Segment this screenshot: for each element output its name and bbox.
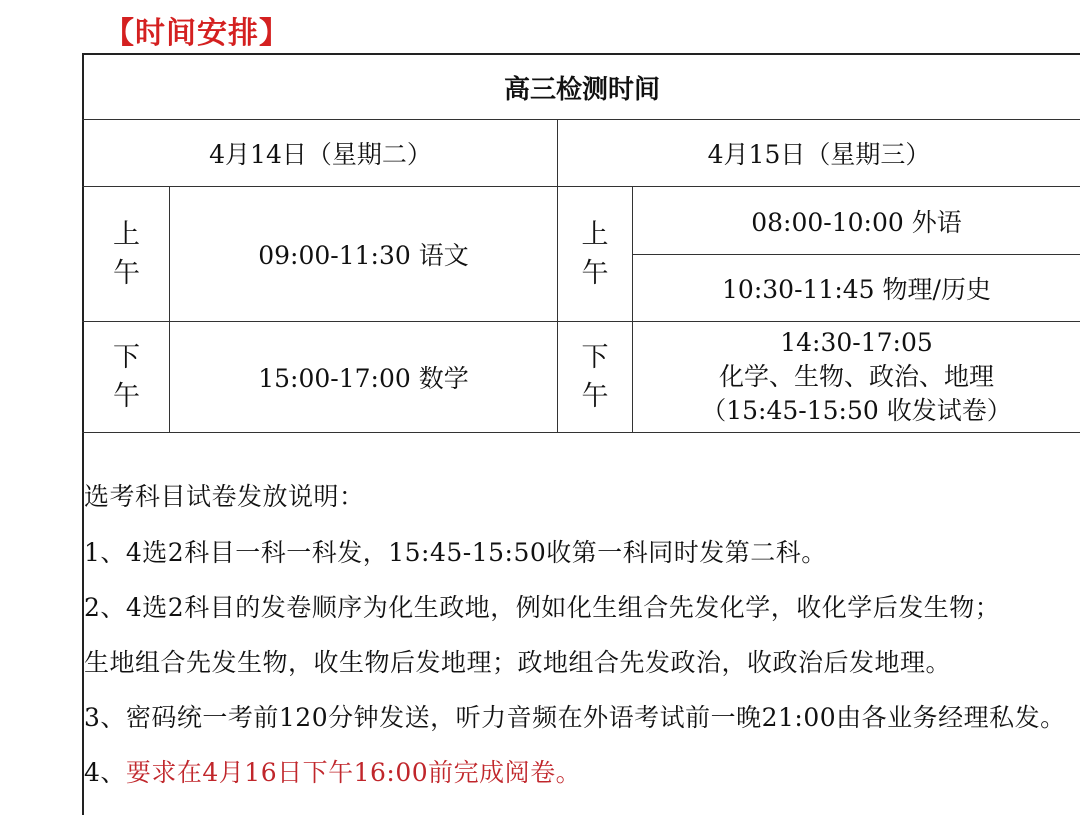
period-label-afternoon: 下 午	[113, 342, 140, 412]
note-item-2-continued: 生地组合先发生物，收生物后发地理；政地组合先发政治，收政治后发地理。	[84, 648, 952, 677]
note-item-3: 3、密码统一考前120分钟发送，听力音频在外语考试前一晚21:00由各业务经理私发。	[84, 703, 1066, 732]
exam-foreign-language: 08:00-10:00 外语	[751, 207, 962, 237]
note-item-2: 2、4选2科目的发卷顺序为化生政地，例如化生组合先发化学，收化学后发生物；	[84, 593, 1001, 622]
date-header-day2: 4月15日（星期三）	[707, 140, 931, 169]
period-label-morning: 上 午	[581, 219, 609, 289]
exam-physics-history: 10:30-11:45 物理/历史	[722, 275, 991, 304]
note-item-1: 1、4选2科目一科一科发，15:45-15:50收第一科同时发第二科。	[84, 538, 827, 567]
note-item-4: 4、要求在4月16日下午16:00前完成阅卷。	[84, 758, 582, 787]
period-label-morning: 上 午	[113, 219, 140, 289]
table-title: 高三检测时间	[503, 74, 660, 105]
section-heading: 【时间安排】	[104, 16, 290, 51]
exam-math: 15:00-17:00 数学	[258, 364, 469, 393]
grading-deadline: 要求在4月16日下午16:00前完成阅卷。	[125, 758, 582, 787]
date-header-day1: 4月14日（星期二）	[209, 140, 432, 169]
notes-title: 选考科目试卷发放说明：	[84, 482, 365, 511]
exam-chinese: 09:00-11:30 语文	[258, 241, 469, 270]
table-rule	[82, 432, 1080, 433]
exam-electives: 14:30-17:05 化学、生物、政治、地理 （15:45-15:50 收发试卷）	[701, 328, 1012, 425]
period-label-afternoon: 下 午	[581, 342, 609, 412]
